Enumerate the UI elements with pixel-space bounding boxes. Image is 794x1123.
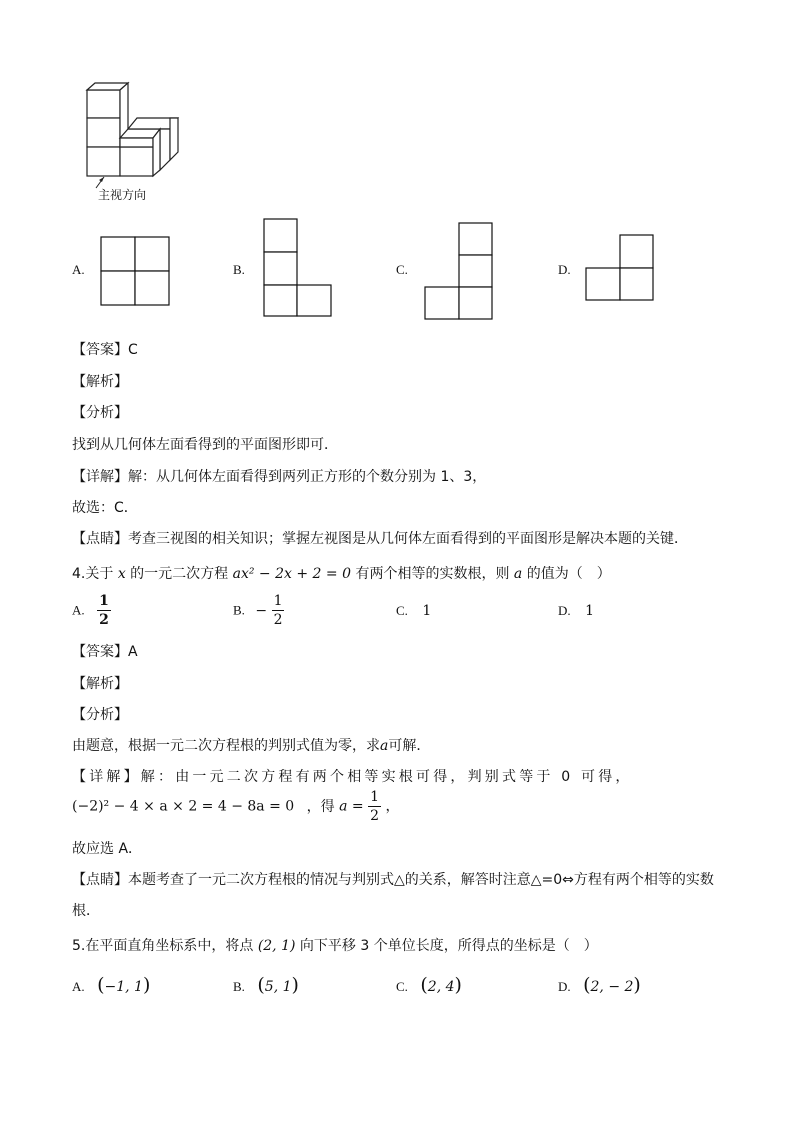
q4-option-b: B. − $\frac{1}{2}$ — [233, 593, 283, 628]
q3-jiexi: 【解析】 — [72, 374, 128, 390]
q3-option-a-label: A. — [72, 262, 85, 277]
q4-comment-2: 根． — [72, 903, 100, 919]
q4-answer: 【答案】A — [72, 644, 138, 660]
q4-comment-1: 【点睛】本题考查了一元二次方程根的情况与判别式△的关系，解答时注意△=0⇔方程有两个相等的实数 — [72, 872, 714, 888]
q3-option-b-figure — [263, 218, 335, 318]
q4-equation: ax² − 2x + 2 = 0 — [232, 566, 351, 582]
q3-option-b-label: B. — [233, 262, 245, 277]
q3-choose: 故选：C． — [72, 500, 138, 516]
q5-point: (2, 1) — [257, 938, 296, 954]
q4-analysis: 由题意，根据一元二次方程根的判别式值为零，求a可解． — [72, 738, 431, 754]
q5-option-d: D. (2, − 2) — [558, 974, 641, 996]
q4-detail: 【详解】解：由一元二次方程有两个相等实根可得，判别式等于 0 可得， — [72, 769, 633, 785]
view-direction-label: 主视方向 — [98, 188, 147, 202]
q4-stem: 4.关于 x 的一元二次方程 ax² − 2x + 2 = 0 有两个相等的实数根，则 a 的值为（ ） — [72, 566, 611, 582]
q3-analysis: 找到从几何体左面看得到的平面图形即可． — [72, 437, 338, 453]
q5-stem: 5.在平面直角坐标系中，将点 (2, 1) 向下平移 3 个单位长度，所得点的坐标是（ ） — [72, 938, 598, 954]
q5-option-b: B. (5, 1) — [233, 974, 299, 996]
q5-option-c: C. (2, 4) — [396, 974, 462, 996]
q3-fenxi: 【分析】 — [72, 405, 128, 421]
q3-option-c-label: C. — [396, 262, 408, 277]
q5-option-a: A. (−1, 1) — [72, 974, 151, 996]
q4-choose: 故应选 A． — [72, 841, 143, 857]
q4-jiexi: 【解析】 — [72, 676, 128, 692]
q3-option-a-figure — [100, 236, 172, 308]
q3-option-d-label: D. — [558, 262, 571, 277]
q4-fenxi: 【分析】 — [72, 707, 128, 723]
q4-option-a: A. $\frac{1}{2}$ — [72, 593, 109, 628]
q3-option-c-figure — [424, 222, 496, 322]
q4-option-d: D. 1 — [558, 603, 595, 619]
q3-option-d-figure — [585, 234, 657, 304]
q3-detail: 【详解】解：从几何体左面看得到两列正方形的个数分别为 1、3， — [72, 469, 487, 485]
q3-answer: 【答案】C — [72, 342, 138, 358]
q4-option-c: C. 1 — [396, 603, 432, 619]
q3-comment: 【点睛】考查三视图的相关知识；掌握左视图是从几何体左面看得到的平面图形是解决本题的关键． — [72, 531, 688, 547]
q4-calc: (−2)² − 4 × a × 2 = 4 − 8a = 0 ，得 a = $\frac{1}{2}$ ， — [72, 789, 400, 824]
